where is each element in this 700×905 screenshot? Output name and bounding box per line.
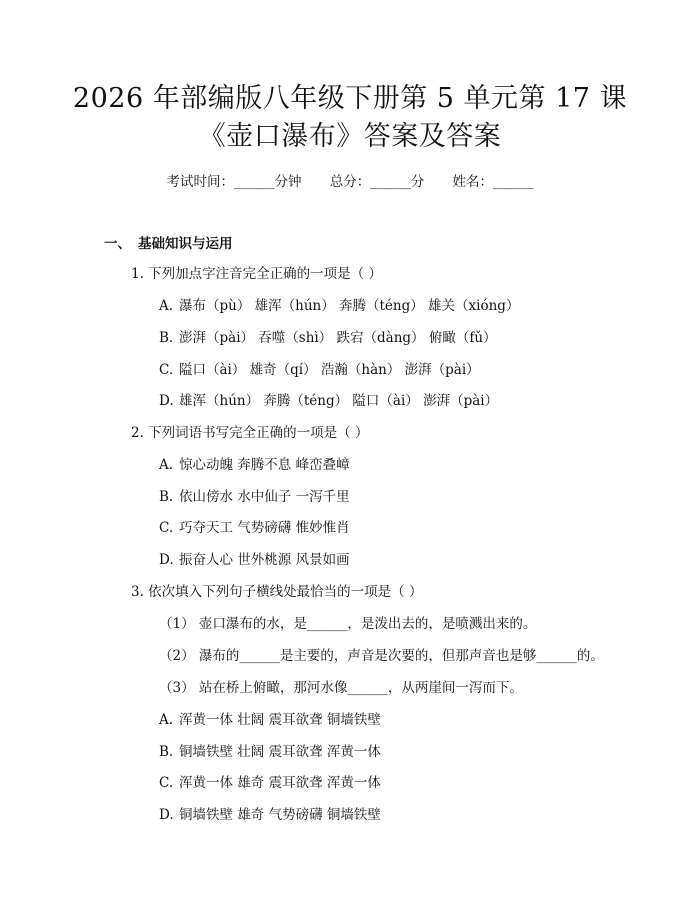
option-letter: D.	[159, 807, 174, 823]
section-heading	[104, 232, 233, 252]
question-1-option-b	[159, 326, 497, 346]
option-text: 巧夺天工 气势磅礴 惟妙惟肖	[179, 520, 350, 536]
section-number: 一、	[104, 236, 131, 252]
option-letter: D.	[159, 393, 174, 409]
question-1-option-c	[159, 358, 480, 378]
option-letter: C.	[159, 520, 174, 536]
option-text: 振奋人心 世外桃源 风景如画	[179, 552, 350, 568]
total-score-field: 总分：______分	[329, 174, 425, 190]
option-letter: A.	[159, 712, 174, 728]
document-title-line-2: 《壶口瀑布》答案及答案	[198, 121, 502, 152]
option-text: 瀑布（pù） 雄浑（hún） 奔腾（téng） 雄关（xióng）	[179, 298, 520, 314]
option-text: 铜墙铁壁 壮阔 震耳欲聋 浑黄一体	[179, 744, 381, 760]
option-text: 浑黄一体 壮阔 震耳欲聋 铜墙铁壁	[179, 712, 381, 728]
option-text: 依山傍水 水中仙子 一泻千里	[179, 489, 350, 505]
question-2-option-d	[159, 548, 350, 568]
question-3-sentence-3: （3） 站在桥上俯瞰，那河水像______，从两崖间一泻而下。	[159, 680, 523, 696]
question-1-stem: 1. 下列加点字注音完全正确的一项是（ ）	[131, 266, 382, 282]
option-letter: A.	[159, 457, 174, 473]
option-letter: C.	[159, 362, 174, 378]
question-2-stem: 2. 下列词语书写完全正确的一项是（ ）	[131, 425, 369, 441]
option-letter: B.	[159, 330, 174, 346]
question-3-stem: 3. 依次填入下列句子横线处最恰当的一项是（ ）	[131, 584, 423, 600]
option-letter: C.	[159, 775, 174, 791]
exam-time-field: 考试时间：______分钟	[166, 174, 302, 190]
option-letter: A.	[159, 298, 174, 314]
option-text: 铜墙铁壁 雄奇 气势磅礴 铜墙铁壁	[179, 807, 381, 823]
question-1-option-d	[159, 389, 498, 409]
option-letter: D.	[159, 552, 174, 568]
question-2-option-a	[159, 453, 350, 473]
question-2-option-b	[159, 485, 350, 505]
option-letter: B.	[159, 744, 174, 760]
question-3-option-c	[159, 771, 381, 791]
exam-meta	[0, 170, 700, 190]
question-3-option-d	[159, 803, 381, 823]
option-letter: B.	[159, 489, 174, 505]
option-text: 惊心动魄 奔腾不息 峰峦叠嶂	[179, 457, 350, 473]
question-3-sentence-2: （2） 瀑布的______是主要的，声音是次要的，但那声音也是够______的。	[159, 648, 604, 664]
section-title: 基础知识与运用	[138, 236, 233, 252]
question-3-sentence-1: （1） 壶口瀑布的水，是______，是泼出去的，是喷溅出来的。	[159, 616, 537, 632]
option-text: 澎湃（pài） 吞噬（shì） 跌宕（dàng） 俯瞰（fǔ）	[179, 330, 497, 346]
question-2-option-c	[159, 516, 350, 536]
option-text: 雄浑（hún） 奔腾（téng） 隘口（ài） 澎湃（pài）	[179, 393, 499, 409]
student-name-field: 姓名：______	[452, 174, 534, 190]
document-title-line-1: 2026 年部编版八年级下册第 5 单元第 17 课	[72, 83, 628, 114]
option-text: 浑黄一体 雄奇 震耳欲聋 浑黄一体	[179, 775, 381, 791]
question-1-option-a	[159, 294, 519, 314]
question-3-option-b	[159, 740, 381, 760]
option-text: 隘口（ài） 雄奇（qí） 浩瀚（hàn） 澎湃（pài）	[179, 362, 480, 378]
question-3-option-a	[159, 708, 381, 728]
